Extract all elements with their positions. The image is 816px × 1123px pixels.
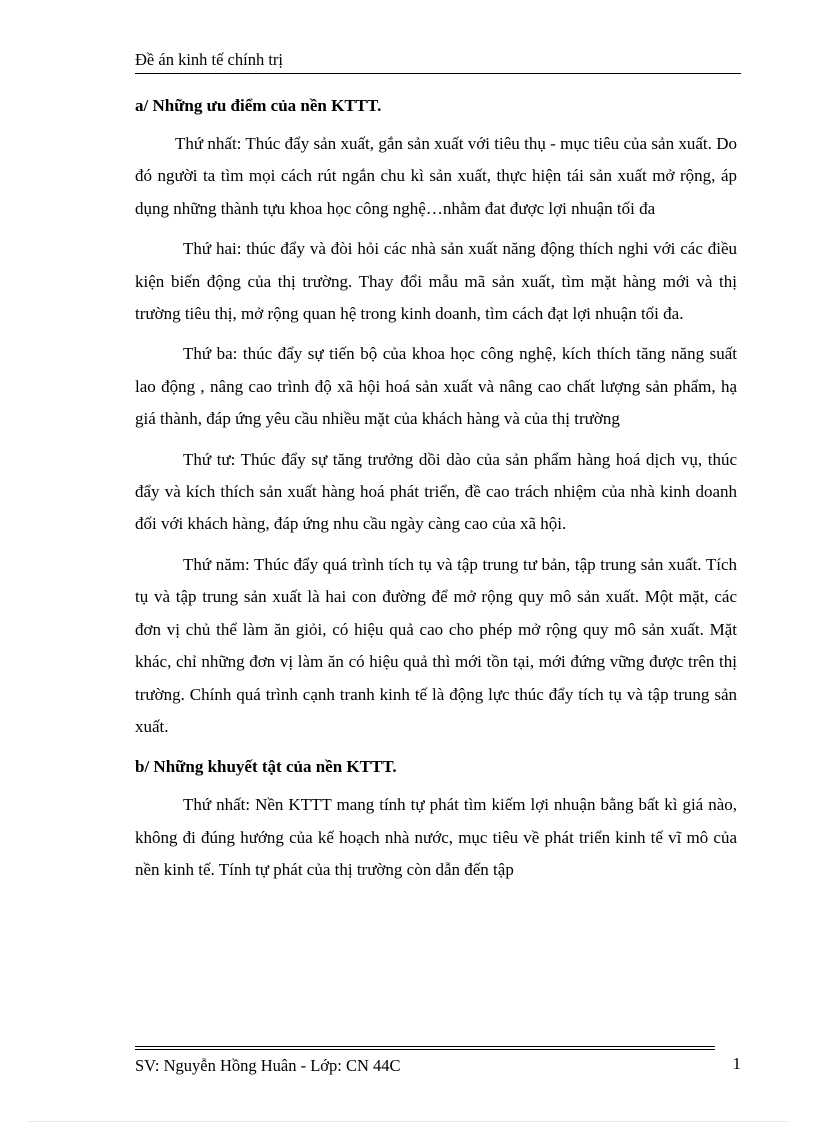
footer-divider [135,1049,715,1050]
footer-divider [135,1046,715,1047]
page-footer [135,1046,741,1080]
section-b-heading: b/ Những khuyết tật của nền KTTT. [135,757,397,777]
section-a-heading: a/ Những ưu điểm của nền KTTT. [135,96,382,115]
page-number: 1 [732,1054,741,1073]
student-info: SV: Nguyễn Hồng Huân - Lớp: CN 44C [135,1056,401,1075]
document-title: Đề án kinh tế chính trị [135,50,284,69]
paragraph: Thứ ba: thúc đẩy sự tiến bộ của khoa học công nghệ, kích thích tăng năng suất lao động , nâng cao trình độ xã hội hoá sản xuất và nâng cao chất lượng sản phẩm, hạ giá thành, đáp ứng yêu cầu nhiều mặt của khách hàng và của thị trường [135,344,737,429]
paragraph: Thứ năm: Thúc đẩy quá trình tích tụ và tập trung tư bản, tập trung sản xuất. Tích tụ và tập trung sản xuất là hai con đường để mở rộng quy mô sản xuất. Một mặt, các đơn vị chủ thể làm ăn giỏi, có hiệu quả cao cho phép mở rộng quy mô sản xuất. Mặt khác, chỉ những đơn vị làm ăn có hiệu quả thì mới tồn tại, mới đứng vững được trên thị trường. Chính quá trình cạnh tranh kinh tế là động lực thúc đẩy tích tụ và tập trung sản xuất. [135,554,737,736]
paragraph: Thứ nhất: Nền KTTT mang tính tự phát tìm kiếm lợi nhuận bằng bất kì giá nào, không đi đúng hướng của kế hoạch nhà nước, mục tiêu về phát triển kinh tế vĩ mô của nền kinh tế. Tính tự phát của thị trường còn dẫn đến tập [135,795,737,880]
paragraph: Thứ hai: thúc đẩy và đòi hỏi các nhà sản xuất năng động thích nghi với các điều kiện biến động của thị trường. Thay đổi mẫu mã sản xuất, tìm mặt hàng mới và thị trường tiêu thị, mở rộng quan hệ trong kinh doanh, tìm cách đạt lợi nhuận tối đa. [135,239,737,324]
paragraph: Thứ tư: Thúc đẩy sự tăng trưởng dồi dào của sản phẩm hàng hoá dịch vụ, thúc đẩy và kích thích sản xuất hàng hoá phát triển, đề cao trách nhiệm của nhà kinh doanh đối với khách hàng, đáp ứng nhu cầu ngày càng cao của xã hội. [135,449,737,534]
page-header [135,49,741,74]
document-body [135,90,737,887]
paragraph: Thứ nhất: Thúc đẩy sản xuất, gắn sản xuất với tiêu thụ - mục tiêu của sản xuất. Do đó người ta tìm mọi cách rút ngắn chu kì sản xuất, thực hiện tái sản xuất mở rộng, áp dụng những thành tựu khoa học công nghệ…nhằm đat được lợi nhuận tối đa [135,134,737,218]
page-edge-divider [28,1121,788,1122]
